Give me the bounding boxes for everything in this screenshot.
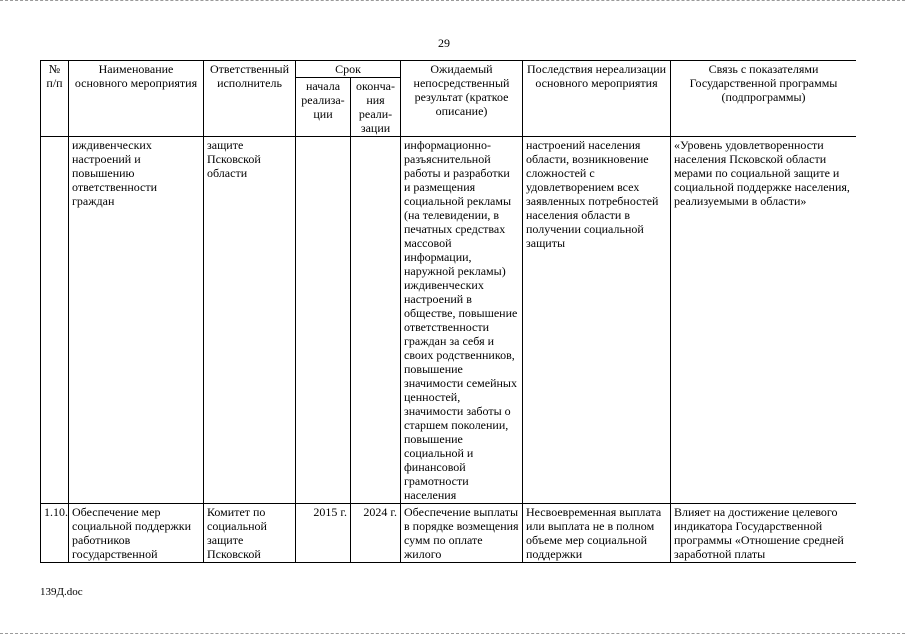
row-executor: Комитет по социальной защите Псковской <box>204 504 296 563</box>
row-number <box>41 137 69 504</box>
row-executor: защите Псковской области <box>204 137 296 504</box>
row-term-start <box>296 137 351 504</box>
table-row <box>41 137 857 504</box>
row-expected-result: Обеспечение выплаты в порядке возмещения сумм по оплате жилого <box>401 504 523 563</box>
row-consequences: Несвоевременная выплата или выплата не в полном объеме мер социальной поддержки <box>523 504 671 563</box>
row-consequences: настроений населения области, возникновение сложностей с удовлетворением всех заявленных потребностей населения области в получении социальной защиты <box>523 137 671 504</box>
header-consequences: Последствия нереализации основного мероприятия <box>523 61 671 137</box>
header-measure-name: Наименование основного мероприятия <box>69 61 204 137</box>
row-number: 1.10. <box>41 504 69 563</box>
row-expected-result: информационно-разъяснительной работы и разработки и размещения социальной рекламы (на телевидении, в печатных средствах массовой информации, наружной рекламы) иждивенческих настроений в обществе, повышение ответственности граждан за себя и своих родственников, повышение значимости семейных ценностей, значимости заботы о старшем поколении, повышение социальной и финансовой грамотности населения <box>401 137 523 504</box>
scan-edge-bottom <box>0 633 905 637</box>
header-number: № п/п <box>41 61 69 137</box>
header-term-start: начала реализа-ции <box>296 78 351 137</box>
table-row <box>41 504 857 563</box>
measures-table-container <box>40 60 856 576</box>
row-measure-name: Обеспечение мер социальной поддержки работников государственной <box>69 504 204 563</box>
row-term-end <box>351 137 401 504</box>
row-program-link: «Уровень удовлетворенности населения Псковской области мерами по социальной защите и социальной поддержке населения, реализуемыми в области» <box>671 137 857 504</box>
row-term-start: 2015 г. <box>296 504 351 563</box>
document-filename: 139Д.doc <box>40 586 83 598</box>
header-program-link: Связь с показателями Государственной программы (подпрограммы) <box>671 61 857 137</box>
row-measure-name: иждивенческих настроений и повышению ответственности граждан <box>69 137 204 504</box>
scan-edge-top <box>0 0 905 4</box>
header-executor: Ответственный исполнитель <box>204 61 296 137</box>
page-number: 29 <box>438 36 450 50</box>
header-term: Срок <box>296 61 401 78</box>
row-term-end: 2024 г. <box>351 504 401 563</box>
header-term-end: оконча-ния реали-зации <box>351 78 401 137</box>
header-expected-result: Ожидаемый непосредственный результат (краткое описание) <box>401 61 523 137</box>
measures-table <box>40 60 856 563</box>
row-program-link: Влияет на достижение целевого индикатора Государственной программы «Отношение средней заработной платы <box>671 504 857 563</box>
